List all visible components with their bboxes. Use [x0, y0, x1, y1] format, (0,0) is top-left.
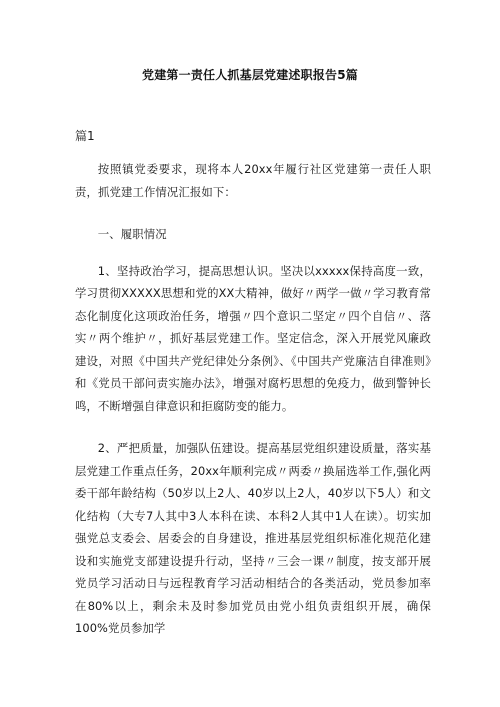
document-title: 党建第一责任人抓基层党建述职报告5篇	[142, 68, 358, 82]
intro-paragraph: 按照镇党委要求，现将本人20xx年履行社区党建第一责任人职责，抓党建工作情况汇报如下：	[75, 162, 431, 199]
document-body	[75, 158, 431, 660]
section-label: 篇1	[75, 129, 95, 143]
section-heading: 一、履职情况	[97, 227, 167, 241]
body-paragraph-2: 2、严把质量，加强队伍建设。提高基层党组织建设质量，落实基层党建工作重点任务，20xx年顺利完成〃两委〃换届选举工作,强化两委干部年龄结构（50岁以上2人、40岁以上2人，40岁以下5人）和文化结构（大专7人其中3人本科在读、本科2人其中1人在读）。切实加强党总支委会、居委会的自身建设，推进基层党组织标准化规范化建设和实施党支部建设提升行动，坚持〃三会一课〃制度，按支部开展党员学习活动日与远程教育学习活动相结合的各类活动，党员参加率在80%以上，剩余未及时参加党员由党小组负责组织开展，确保100%党员参加学	[75, 441, 432, 635]
body-paragraph-1: 1、坚持政治学习，提高思想认识。坚决以xxxxx保持高度一致，学习贯彻XXXXX思想和党的XX大精神，做好〃两学一做〃学习教育常态化制度化这项政治任务，增强〃四个意识二坚定〃四个自信〃、落实〃两个维护〃，抓好基层党建工作。坚定信念，深入开展党风廉政建设，对照《中国共产党纪律处分条例》、《中国共产党廉洁自律准则》和《党员干部问责实施办法》，增强对腐朽思想的免疫力，做到警钟长鸣，不断增强自律意识和拒腐防变的能力。	[75, 263, 431, 413]
